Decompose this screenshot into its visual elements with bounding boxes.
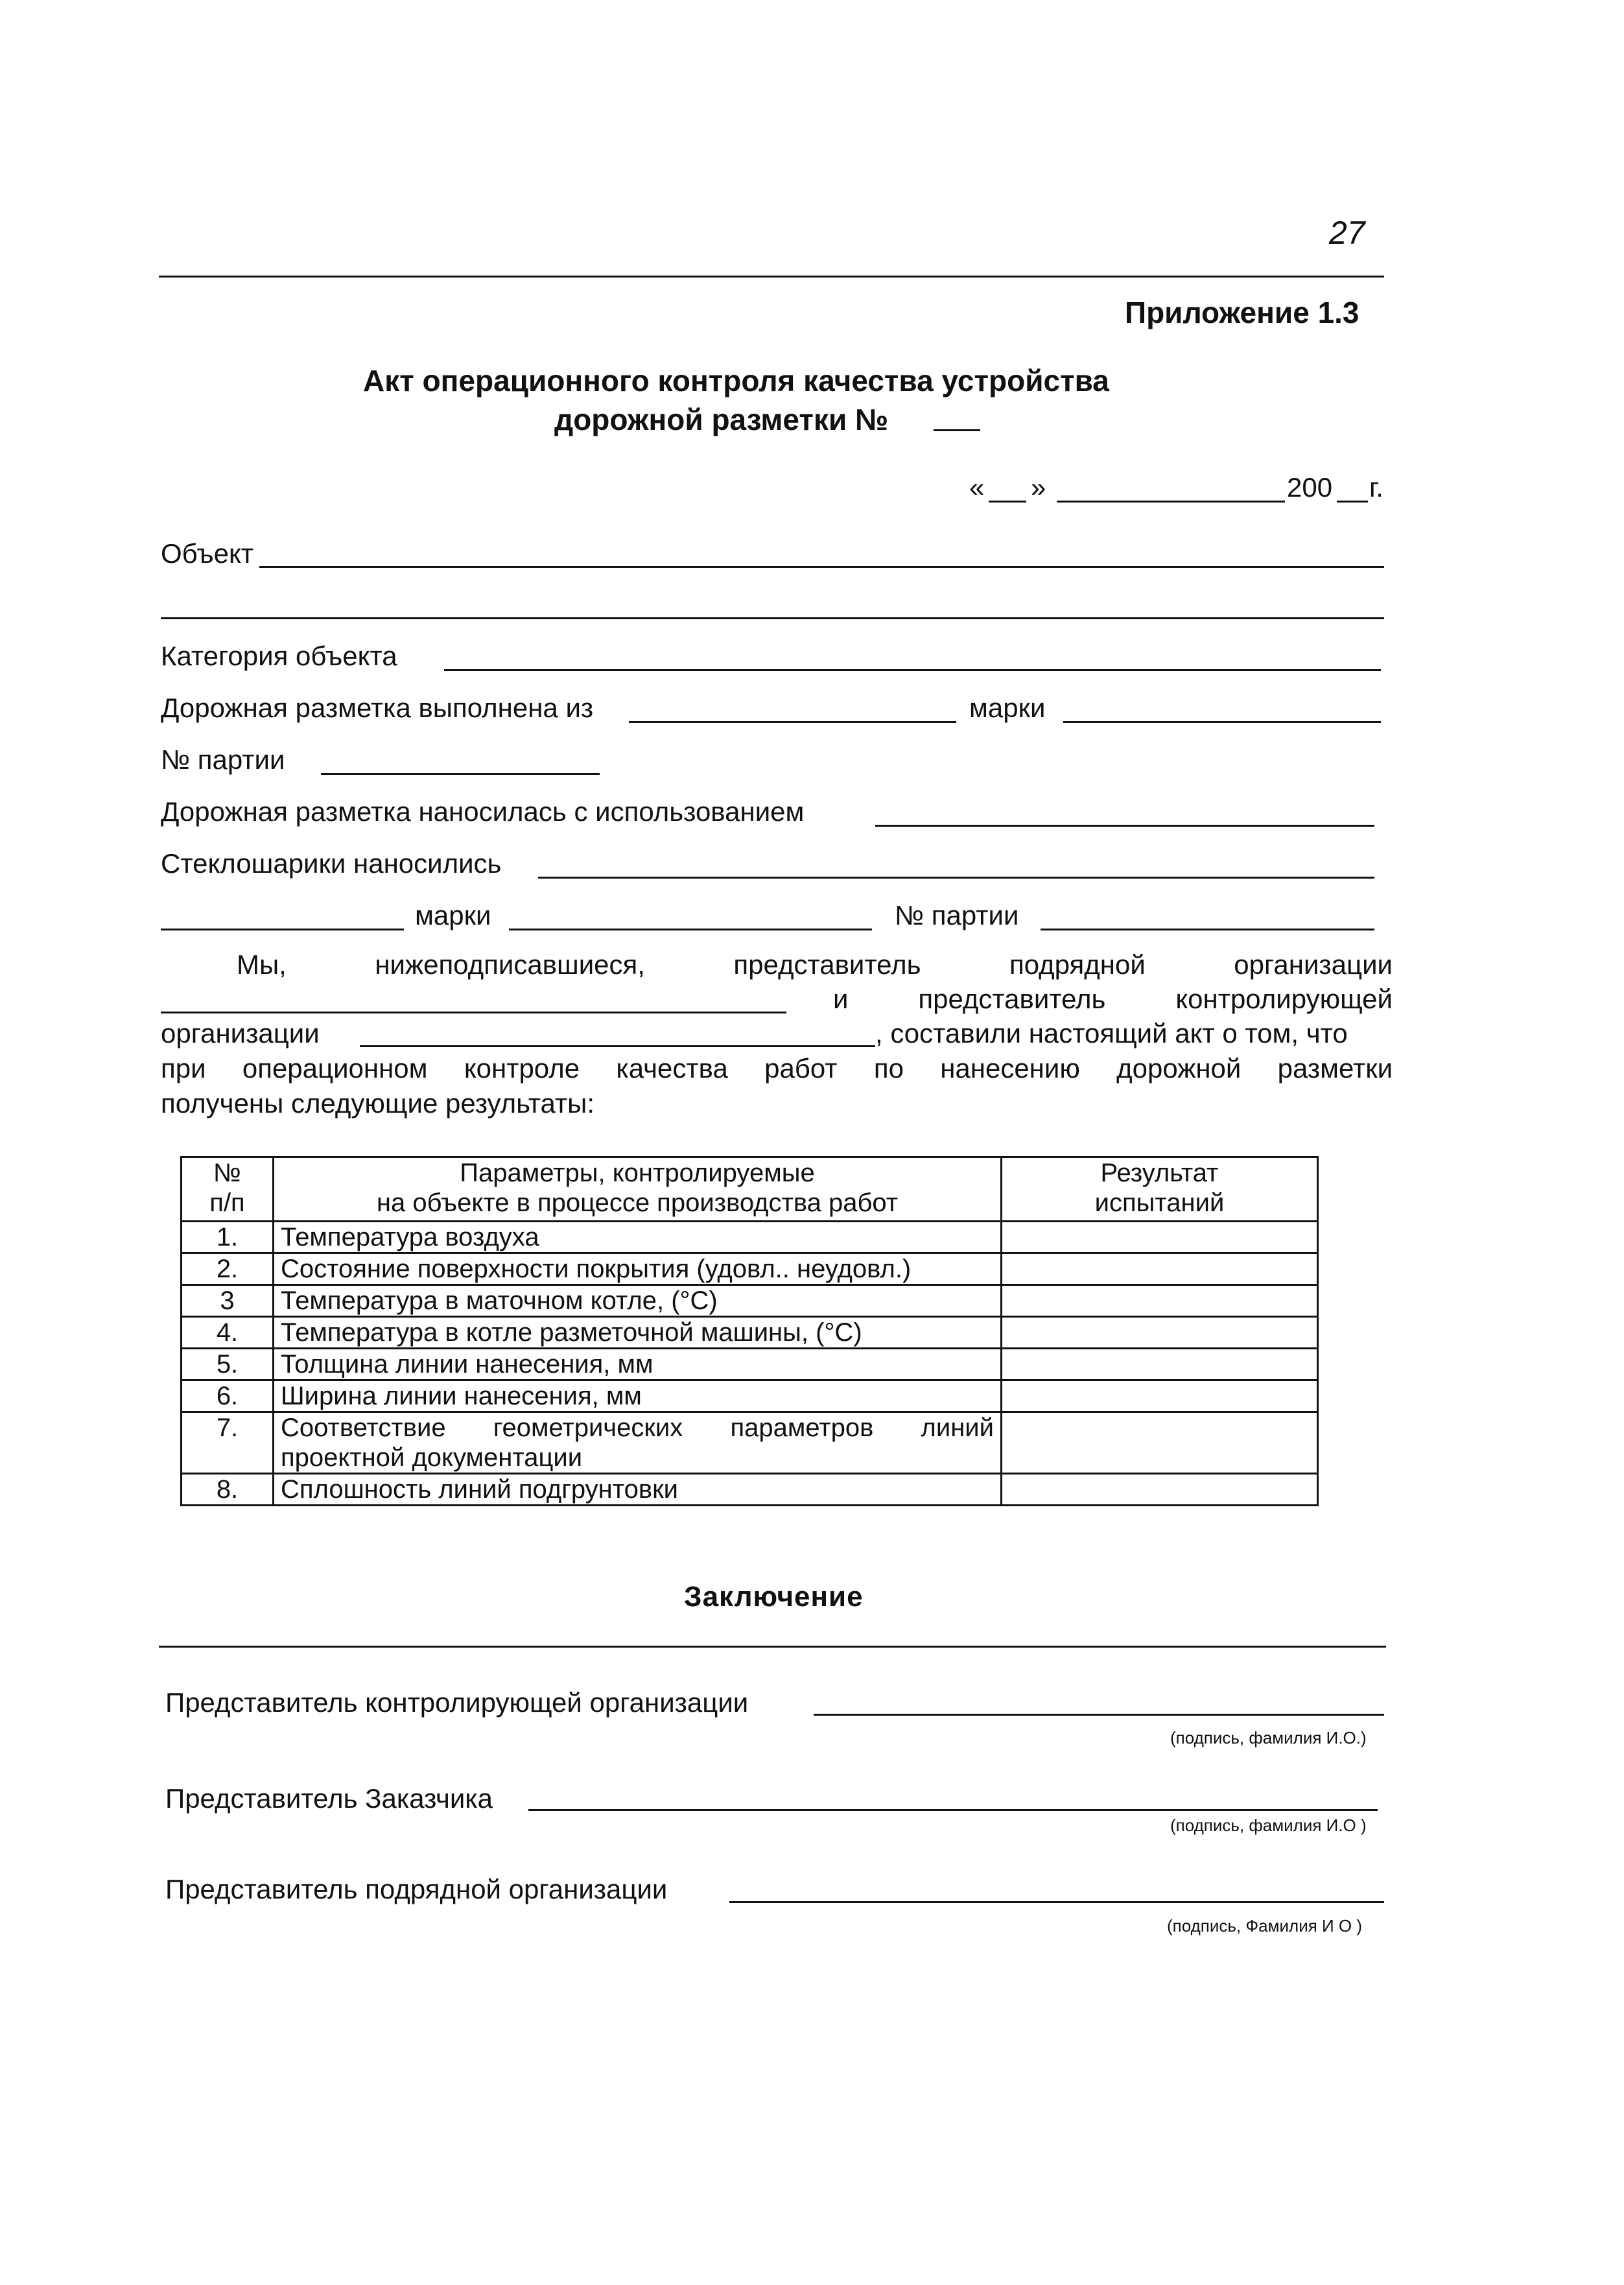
date-open-quote: « bbox=[969, 472, 985, 503]
controlling-org-field[interactable] bbox=[360, 1045, 875, 1047]
object-label: Объект bbox=[161, 538, 254, 569]
object-field-line-2[interactable] bbox=[161, 617, 1384, 619]
row-num: 4. bbox=[182, 1317, 274, 1349]
paragraph-line-4 bbox=[161, 1052, 1393, 1085]
contractor-rep-field[interactable] bbox=[161, 1012, 786, 1013]
object-category-field[interactable] bbox=[444, 669, 1381, 671]
col-header-num-line2: п/п bbox=[209, 1189, 245, 1217]
row-result-cell[interactable] bbox=[1002, 1253, 1318, 1285]
row-result-cell[interactable] bbox=[1002, 1474, 1318, 1506]
para-word: нижеподписавшиеся, bbox=[375, 949, 645, 980]
paragraph-line-1 bbox=[237, 948, 1393, 982]
glass-beads-label: Стеклошарики наносились bbox=[161, 848, 502, 879]
table-row bbox=[182, 1412, 1318, 1474]
para-word: дорожной bbox=[1116, 1053, 1242, 1083]
brand-label: марки bbox=[969, 693, 1046, 723]
date-year-prefix: 200 bbox=[1287, 472, 1333, 503]
col-header-result bbox=[1002, 1157, 1318, 1222]
row-param: Состояние поверхности покрытия (удовл.. неудовл.) bbox=[274, 1253, 1002, 1285]
date-year-field[interactable] bbox=[1337, 501, 1368, 503]
table-row bbox=[182, 1222, 1318, 1253]
signature-note-customer: (подпись, фамилия И.О ) bbox=[1170, 1816, 1367, 1835]
col-header-result-line2: испытаний bbox=[1094, 1189, 1225, 1217]
signature-label-contractor: Представитель подрядной организации bbox=[165, 1874, 668, 1904]
row-num: 8. bbox=[182, 1474, 274, 1506]
para-word: по bbox=[873, 1053, 904, 1083]
applied-using-field[interactable] bbox=[875, 825, 1374, 827]
signature-note-controlling: (подпись, фамилия И.О.) bbox=[1170, 1728, 1367, 1747]
row-param: Температура в котле разметочной машины, (°С) bbox=[274, 1317, 1002, 1349]
row-param: Ширина линии нанесения, мм bbox=[274, 1380, 1002, 1412]
col-header-param bbox=[274, 1157, 1002, 1222]
para-word: нанесению bbox=[940, 1053, 1080, 1083]
para-word: и bbox=[833, 984, 849, 1014]
conclusion-heading: Заключение bbox=[684, 1581, 864, 1613]
brand-field[interactable] bbox=[1063, 721, 1381, 723]
signature-field-customer[interactable] bbox=[528, 1809, 1378, 1811]
marking-made-from-label: Дорожная разметка выполнена из bbox=[161, 693, 594, 723]
para-word: представитель bbox=[918, 984, 1106, 1014]
table-row bbox=[182, 1474, 1318, 1506]
signature-field-contractor[interactable] bbox=[729, 1901, 1384, 1903]
brand-label-2: марки bbox=[415, 900, 491, 930]
paragraph-line-3-end: , составили настоящий акт о том, что bbox=[875, 1018, 1348, 1048]
row-num: 3 bbox=[182, 1285, 274, 1317]
date-day-field[interactable] bbox=[989, 501, 1026, 503]
col-header-num-line1: № bbox=[213, 1159, 241, 1187]
date-close-quote: » bbox=[1031, 472, 1046, 503]
para-word: операционном bbox=[242, 1053, 428, 1083]
row-num: 2. bbox=[182, 1253, 274, 1285]
para-word: контроле bbox=[464, 1053, 580, 1083]
batch-no-field[interactable] bbox=[321, 773, 600, 775]
batch-no-label: № партии bbox=[161, 744, 285, 775]
glass-beads-extra-field[interactable] bbox=[161, 929, 404, 930]
signature-note-contractor: (подпись, Фамилия И О ) bbox=[1167, 1916, 1363, 1936]
row-result-cell[interactable] bbox=[1002, 1317, 1318, 1349]
para-word: подрядной bbox=[1009, 949, 1146, 980]
col-header-num bbox=[182, 1157, 274, 1222]
batch-no-field-2[interactable] bbox=[1041, 929, 1374, 930]
row-param: Температура в маточном котле, (°С) bbox=[274, 1285, 1002, 1317]
col-header-param-line1: Параметры, контролируемые bbox=[460, 1159, 815, 1187]
row-param: Температура воздуха bbox=[274, 1222, 1002, 1253]
row-result-cell[interactable] bbox=[1002, 1222, 1318, 1253]
row-param: Сплошность линий подгрунтовки bbox=[274, 1474, 1002, 1506]
object-field[interactable] bbox=[259, 566, 1384, 568]
row-param: Толщина линии нанесения, мм bbox=[274, 1349, 1002, 1380]
para-word: качества bbox=[616, 1053, 728, 1083]
title-line-1: Акт операционного контроля качества устройства bbox=[363, 364, 1109, 397]
row-result-cell[interactable] bbox=[1002, 1380, 1318, 1412]
table-row bbox=[182, 1285, 1318, 1317]
col-header-result-line1: Результат bbox=[1100, 1159, 1219, 1187]
paragraph-line-3-start: организации bbox=[161, 1018, 320, 1048]
top-rule bbox=[159, 276, 1384, 278]
marking-material-field[interactable] bbox=[629, 721, 956, 723]
row-num: 6. bbox=[182, 1380, 274, 1412]
act-number-field[interactable] bbox=[934, 429, 980, 431]
row-param: Соответствие геометрических параметров линий проектной документации bbox=[274, 1412, 1002, 1474]
date-year-suffix: г. bbox=[1369, 472, 1383, 503]
para-word: Мы, bbox=[237, 949, 287, 980]
col-header-param-line2: на объекте в процессе производства работ bbox=[376, 1189, 899, 1217]
row-num: 1. bbox=[182, 1222, 274, 1253]
table-row bbox=[182, 1380, 1318, 1412]
results-table bbox=[180, 1156, 1319, 1506]
title-line-2 bbox=[554, 402, 888, 437]
glass-beads-field[interactable] bbox=[538, 877, 1374, 879]
signature-label-customer: Представитель Заказчика bbox=[165, 1783, 493, 1814]
paragraph-line-2 bbox=[833, 982, 1393, 1016]
table-header-row bbox=[182, 1157, 1318, 1222]
batch-no-label-2: № партии bbox=[895, 900, 1019, 930]
para-word: представитель bbox=[733, 949, 921, 980]
date-month-field[interactable] bbox=[1057, 501, 1285, 503]
page-number: 27 bbox=[1329, 215, 1365, 251]
para-word: при bbox=[161, 1053, 206, 1083]
row-result-cell[interactable] bbox=[1002, 1412, 1318, 1474]
row-result-cell[interactable] bbox=[1002, 1349, 1318, 1380]
conclusion-field[interactable] bbox=[159, 1646, 1386, 1648]
row-num: 5. bbox=[182, 1349, 274, 1380]
signature-field-controlling[interactable] bbox=[814, 1714, 1384, 1716]
para-word: контролирующей bbox=[1175, 984, 1393, 1014]
table-row bbox=[182, 1349, 1318, 1380]
paragraph-line-5: получены следующие результаты: bbox=[161, 1088, 595, 1119]
table-row bbox=[182, 1253, 1318, 1285]
para-word: организации bbox=[1234, 949, 1393, 980]
para-word: работ bbox=[764, 1053, 838, 1083]
row-num: 7. bbox=[182, 1412, 274, 1474]
applied-using-label: Дорожная разметка наносилась с использованием bbox=[161, 796, 805, 827]
title-line-2-text: дорожной разметки № bbox=[554, 403, 889, 436]
signature-label-controlling: Представитель контролирующей организации bbox=[165, 1687, 749, 1718]
table-row bbox=[182, 1317, 1318, 1349]
para-word: разметки bbox=[1277, 1053, 1393, 1083]
row-result-cell[interactable] bbox=[1002, 1285, 1318, 1317]
brand-field-2[interactable] bbox=[509, 929, 872, 930]
appendix-label: Приложение 1.3 bbox=[1125, 296, 1359, 329]
object-category-label: Категория объекта bbox=[161, 641, 397, 671]
